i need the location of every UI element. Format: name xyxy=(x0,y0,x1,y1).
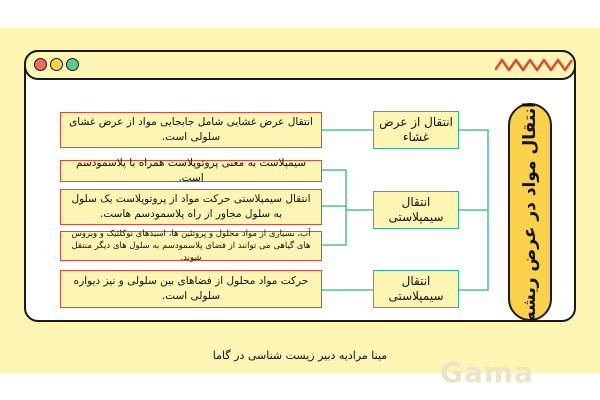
description-box-1 xyxy=(60,112,322,148)
category-box-1 xyxy=(373,111,459,149)
category-label-1: انتقال از عرض غشاء xyxy=(379,115,453,144)
description-box-5 xyxy=(60,270,322,308)
category-label-3: انتقال سیمپلاستی xyxy=(388,274,444,303)
category-box-2 xyxy=(373,191,459,229)
description-box-4 xyxy=(60,231,322,261)
category-label-2: انتقال سیمپلاستی xyxy=(388,195,444,224)
description-box-2 xyxy=(60,157,322,184)
diagram-title: انتقال مواد در عرض ریشه xyxy=(520,102,540,322)
title-pill xyxy=(508,103,552,321)
description-text-5: حرکت مواد محلول از فضاهای بین سلولی و نیز دیواره سلولی است. xyxy=(73,275,309,302)
connector-bracket2 xyxy=(322,170,346,245)
description-text-1: انتقال عرض غشایی شامل جابجایی مواد از عرض غشای سلولی است. xyxy=(69,116,313,143)
footer-credit: مینا مرادیه دبیر زیست شناسی در گاما xyxy=(212,349,388,362)
category-box-3 xyxy=(373,270,459,308)
description-text-3: انتقال سیمپلاستی حرکت مواد از پروتوپلاست یک سلول به سلول مجاور از راه پلاسمودسم هاست. xyxy=(71,193,311,220)
description-text-4: آب، بسیاری از مواد محلول و پروتئین ها، اسیدهای نوکلئیک و ویروس های گیاهی می توانند از فضای پلاسمودسم به سلول های دیگر منتقل شوند. xyxy=(71,229,311,263)
description-box-3 xyxy=(60,189,322,225)
description-text-2: سیمپلاست به معنی پروتوپلاست همراه با پلاسمودسم است. xyxy=(75,157,307,184)
watermark-logo: Gama xyxy=(440,356,534,389)
